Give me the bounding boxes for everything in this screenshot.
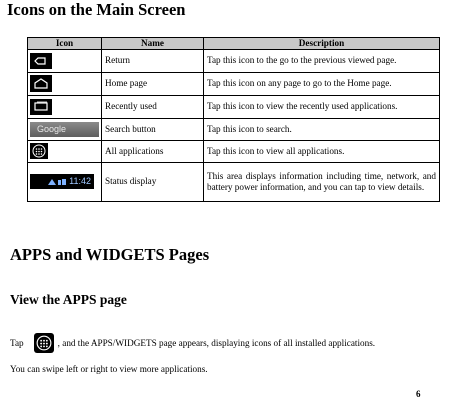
row-name: Return xyxy=(102,49,204,72)
icon-column-header: Icon xyxy=(28,38,102,50)
table-header-row xyxy=(28,38,440,50)
home-icon xyxy=(30,75,52,92)
all-apps-icon xyxy=(34,333,54,353)
all-apps-icon xyxy=(30,143,48,159)
description-column-header: Description xyxy=(204,38,440,50)
name-column-header: Name xyxy=(102,38,204,50)
row-description: Tap this icon on any page to go to the Home page. xyxy=(204,72,440,95)
table-row xyxy=(28,72,440,95)
tap-instruction-text: , and the APPS/WIDGETS page appears, displaying icons of all installed applications. xyxy=(57,338,376,348)
row-name: All applications xyxy=(102,140,204,162)
status-display-icon xyxy=(30,174,94,189)
table-row xyxy=(28,49,440,72)
apps-widgets-heading: APPS and WIDGETS Pages xyxy=(10,245,210,264)
row-name: Recently used xyxy=(102,95,204,118)
table-row xyxy=(28,95,440,118)
row-description: Tap this icon to view all applications. xyxy=(204,140,440,162)
icons-table xyxy=(27,37,440,202)
signal-battery-icon xyxy=(47,178,67,186)
view-apps-heading: View the APPS page xyxy=(10,292,127,307)
status-time: 11:42 xyxy=(69,176,91,187)
table-row xyxy=(28,162,440,201)
tap-word: Tap xyxy=(10,338,24,348)
row-description: This area displays information including time, network, and battery power information, and you can tap to view details. xyxy=(204,162,440,201)
row-description: Tap this icon to the go to the previous viewed page. xyxy=(204,49,440,72)
row-name: Search button xyxy=(102,118,204,140)
page-number: 6 xyxy=(416,389,421,399)
google-search-icon: Google xyxy=(30,122,99,137)
table-row xyxy=(28,140,440,162)
swipe-instruction: You can swipe left or right to view more applications. xyxy=(10,364,208,374)
row-name: Status display xyxy=(102,162,204,201)
row-description: Tap this icon to view the recently used applications. xyxy=(204,95,440,118)
tap-instruction xyxy=(10,332,375,354)
return-icon xyxy=(30,53,52,69)
table-row xyxy=(28,118,440,140)
recent-apps-icon xyxy=(30,99,52,115)
row-description: Tap this icon to search. xyxy=(204,118,440,140)
section-title: Icons on the Main Screen xyxy=(7,0,186,19)
row-name: Home page xyxy=(102,72,204,95)
